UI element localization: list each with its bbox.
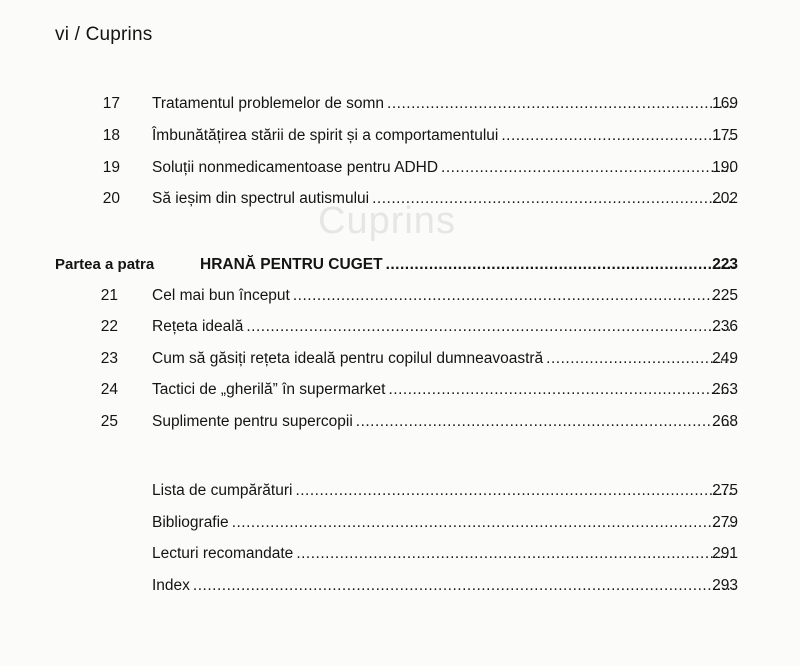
chapter-number: 17 <box>102 95 120 112</box>
chapter-number: 23 <box>100 350 118 367</box>
dot-leader <box>295 482 735 500</box>
chapter-title: Suplimente pentru supercopii <box>152 413 353 430</box>
page-number: 223 <box>712 256 738 273</box>
part-title: HRANĂ PENTRU CUGET <box>200 256 383 273</box>
dot-leader <box>441 159 735 177</box>
page-number: 249 <box>712 350 738 367</box>
dot-leader <box>387 95 735 113</box>
page-number: 190 <box>712 159 738 176</box>
page-header <box>55 24 152 46</box>
header-section-title: Cuprins <box>85 24 153 45</box>
toc-entry <box>0 381 800 407</box>
dot-leader <box>386 256 735 274</box>
chapter-number: 22 <box>100 318 118 335</box>
chapter-title: Rețeta ideală <box>152 318 244 335</box>
chapter-title: Soluții nonmedicamentoase pentru ADHD <box>152 159 439 176</box>
chapter-title: Să ieșim din spectrul autismului <box>152 190 370 207</box>
dot-leader <box>232 514 735 532</box>
chapter-title: Tactici de „gherilă” în supermarket <box>152 381 386 398</box>
page-number: 236 <box>712 318 738 335</box>
bleed-through-text: Cuprins <box>318 200 456 242</box>
toc-entry <box>0 95 800 121</box>
page-number: 279 <box>712 514 738 531</box>
toc-entry <box>0 159 800 185</box>
toc-entry <box>0 318 800 344</box>
page-number: 202 <box>712 190 738 207</box>
toc-entry <box>0 413 800 439</box>
back-matter-title: Lecturi recomandate <box>152 545 294 562</box>
chapter-title: Cel mai bun început <box>152 287 290 304</box>
dot-leader <box>246 318 735 336</box>
chapter-title: Cum să găsiți rețeta ideală pentru copilul dumneavoastră <box>152 350 544 367</box>
page-number: 263 <box>712 381 738 398</box>
dot-leader <box>193 577 735 595</box>
back-matter-title: Index <box>152 577 190 594</box>
toc-entry <box>0 577 800 603</box>
page-number: 291 <box>712 545 738 562</box>
chapter-number: 21 <box>100 287 118 304</box>
page-number: 175 <box>712 127 738 144</box>
toc-entry <box>0 190 800 216</box>
toc-entry <box>0 350 800 376</box>
page-number: 268 <box>712 413 738 430</box>
dot-leader <box>293 287 735 305</box>
page-number: 169 <box>712 95 738 112</box>
header-separator: / <box>74 24 81 45</box>
back-matter-title: Bibliografie <box>152 514 229 531</box>
chapter-title: Îmbunătățirea stării de spirit și a comportamentului <box>152 127 499 144</box>
chapter-number: 20 <box>102 190 120 207</box>
header-page-number: vi <box>55 24 70 45</box>
part-label: Partea a patra <box>55 256 155 273</box>
chapter-title: Tratamentul problemelor de somn <box>152 95 385 112</box>
chapter-number: 25 <box>100 413 118 430</box>
dot-leader <box>356 413 735 431</box>
back-matter-title: Lista de cumpărături <box>152 482 293 499</box>
toc-entry <box>0 545 800 571</box>
page-number: 293 <box>712 577 738 594</box>
chapter-number: 18 <box>102 127 120 144</box>
toc-entry <box>0 482 800 508</box>
toc-entry <box>0 287 800 313</box>
dot-leader <box>296 545 735 563</box>
part-heading <box>0 256 800 282</box>
page-number: 275 <box>712 482 738 499</box>
chapter-number: 19 <box>102 159 120 176</box>
page-number: 225 <box>712 287 738 304</box>
chapter-number: 24 <box>100 381 118 398</box>
toc-entry <box>0 127 800 153</box>
toc-entry <box>0 514 800 540</box>
dot-leader <box>372 190 735 208</box>
dot-leader <box>388 381 735 399</box>
